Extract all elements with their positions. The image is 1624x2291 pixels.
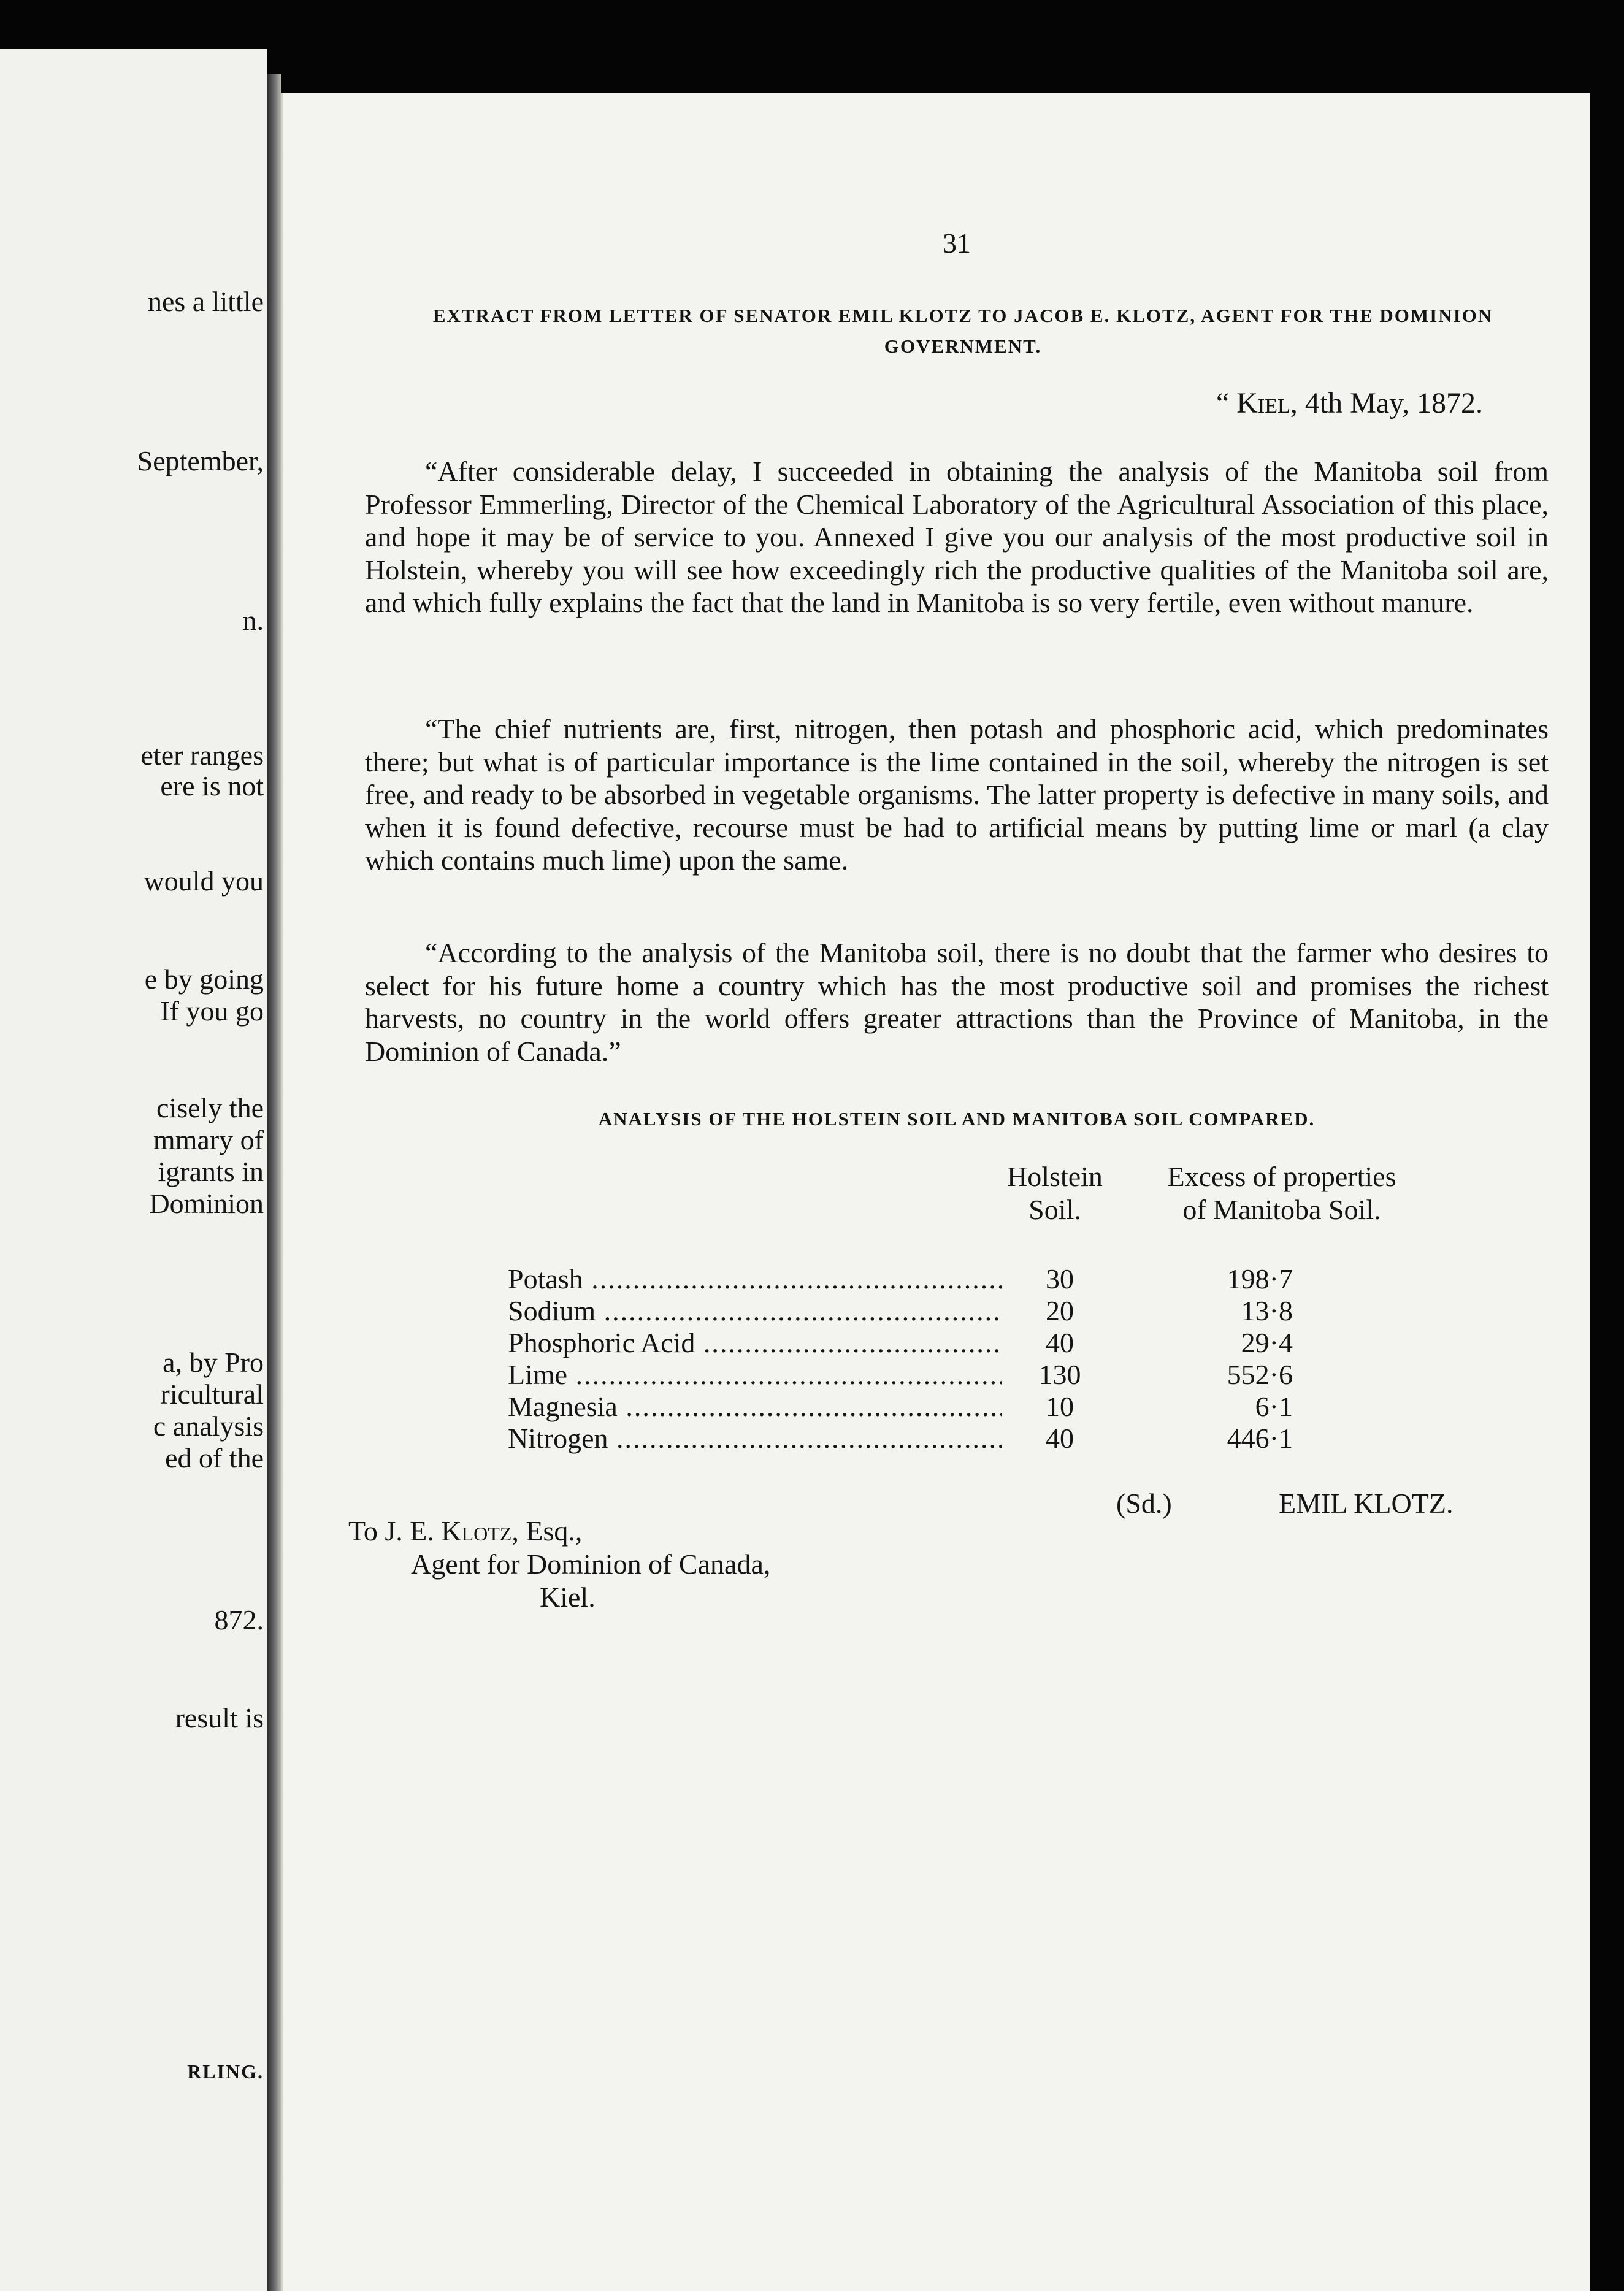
row-label: Nitrogen ..... [508, 1423, 1002, 1455]
page-heading: EXTRACT FROM LETTER OF SENATOR EMIL KLOTZ TO JACOB E. KLOTZ, AGENT FOR THE DOMINION GOVERNMENT. [432, 305, 1493, 357]
column-header-excess-line-1: Excess of properties [1167, 1161, 1396, 1192]
holstein-value: 40 [1046, 1327, 1074, 1358]
left-page-line: c analysis [153, 1410, 264, 1442]
address-line-1 [348, 1515, 582, 1548]
page-number: 31 [943, 228, 971, 259]
dateline-place: Kiel [1236, 387, 1290, 419]
row-label: Sodium ..... [508, 1295, 1002, 1327]
book-gutter [267, 74, 281, 2291]
excess-value: 6·1 [1255, 1391, 1293, 1422]
table-caption: ANALYSIS OF THE HOLSTEIN SOIL AND MANITOBA SOIL COMPARED. [598, 1108, 1316, 1130]
holstein-value: 40 [1046, 1423, 1074, 1454]
left-page-line: ed of the [165, 1442, 264, 1474]
left-page-line: If you go [160, 995, 264, 1027]
holstein-value: 20 [1046, 1295, 1074, 1326]
holstein-value: 130 [1038, 1359, 1081, 1390]
left-page-line: would you [144, 865, 264, 897]
column-header-holstein-line-1: Holstein [1007, 1161, 1103, 1192]
address-suffix: , Esq., [511, 1515, 583, 1547]
letter-paragraph-3: “According to the analysis of the Manitoba soil, there is no doubt that the farmer who desires to select for his future home a country which has the most productive soil and promises the richest harvests, no country in the world offers greater attractions than the Province of Manitoba, in the Dominion of Canada.” [365, 937, 1549, 1067]
holstein-value: 10 [1046, 1391, 1074, 1422]
left-page-line: mmary of [153, 1124, 264, 1155]
excess-value: 552·6 [1227, 1359, 1293, 1390]
left-page-line: eter ranges [140, 740, 264, 771]
address-line-3: Kiel. [540, 1582, 596, 1613]
dateline-date: , 4th May, 1872. [1290, 387, 1483, 419]
left-page-line: September, [137, 445, 264, 476]
row-label: Lime ..... [508, 1359, 1002, 1391]
row-label: Magnesia ..... [508, 1391, 1002, 1423]
column-header-excess [1153, 1160, 1411, 1226]
excess-value: 29·4 [1241, 1327, 1293, 1358]
left-page-line: igrants in [158, 1156, 264, 1187]
excess-value: 13·8 [1241, 1295, 1293, 1326]
left-page-line: 872. [214, 1604, 264, 1635]
signed-mark: (Sd.) [1116, 1488, 1172, 1519]
column-header-holstein [994, 1160, 1116, 1226]
holstein-value: 30 [1046, 1263, 1074, 1295]
column-header-holstein-line-2: Soil. [1028, 1194, 1081, 1225]
left-page-line: ere is not [160, 770, 264, 801]
left-page-line: n. [242, 605, 264, 636]
letter-paragraph-2: “The chief nutrients are, first, nitrogen, then potash and phosphoric acid, which predominates there; but what is of particular importance is the lime contained in the soil, whereby the nitrogen is set free, and ready to be absorbed in vegetable organisms. The latter property is defective in many soils, and when it is found defective, recourse must be had to artificial means by putting lime or marl (a clay which contains much lime) upon the same. [365, 713, 1549, 876]
column-header-excess-line-2: of Manitoba Soil. [1182, 1194, 1381, 1225]
letter-dateline [1216, 386, 1483, 420]
left-page-line: e by going [144, 963, 264, 995]
excess-value: 446·1 [1227, 1423, 1293, 1454]
address-to: To J. E. [348, 1515, 442, 1547]
left-page-line: a, by Pro [163, 1347, 264, 1378]
left-page-line: Dominion [149, 1188, 264, 1219]
excess-value: 198·7 [1227, 1263, 1293, 1295]
dateline-open-quote: “ [1216, 387, 1230, 419]
row-label: Phosphoric Acid ..... [508, 1327, 1002, 1359]
left-page-line: nes a little [147, 286, 264, 317]
address-name: Klotz [441, 1515, 512, 1547]
row-label: Potash ..... [508, 1263, 1002, 1295]
letter-paragraph-1: “After considerable delay, I succeeded in obtaining the analysis of the Manitoba soil from Professor Emmerling, Director of the Chemical Laboratory of the Agricultural Association of this place, and hope it may be of service to you. Annexed I give you our analysis of the most productive soil in Holstein, whereby you will see how exceedingly rich the productive qualities of the Manitoba soil are, and which fully explains the fact that the land in Manitoba is so very fertile, even without manure. [365, 456, 1549, 618]
left-page-line: ricultural [160, 1379, 264, 1410]
signature: EMIL KLOTZ. [1279, 1488, 1454, 1519]
left-page-line: cisely the [156, 1092, 264, 1123]
address-line-2: Agent for Dominion of Canada, [411, 1548, 771, 1580]
left-page-line: result is [175, 1702, 264, 1734]
left-page-line: RLING. [187, 2060, 264, 2083]
